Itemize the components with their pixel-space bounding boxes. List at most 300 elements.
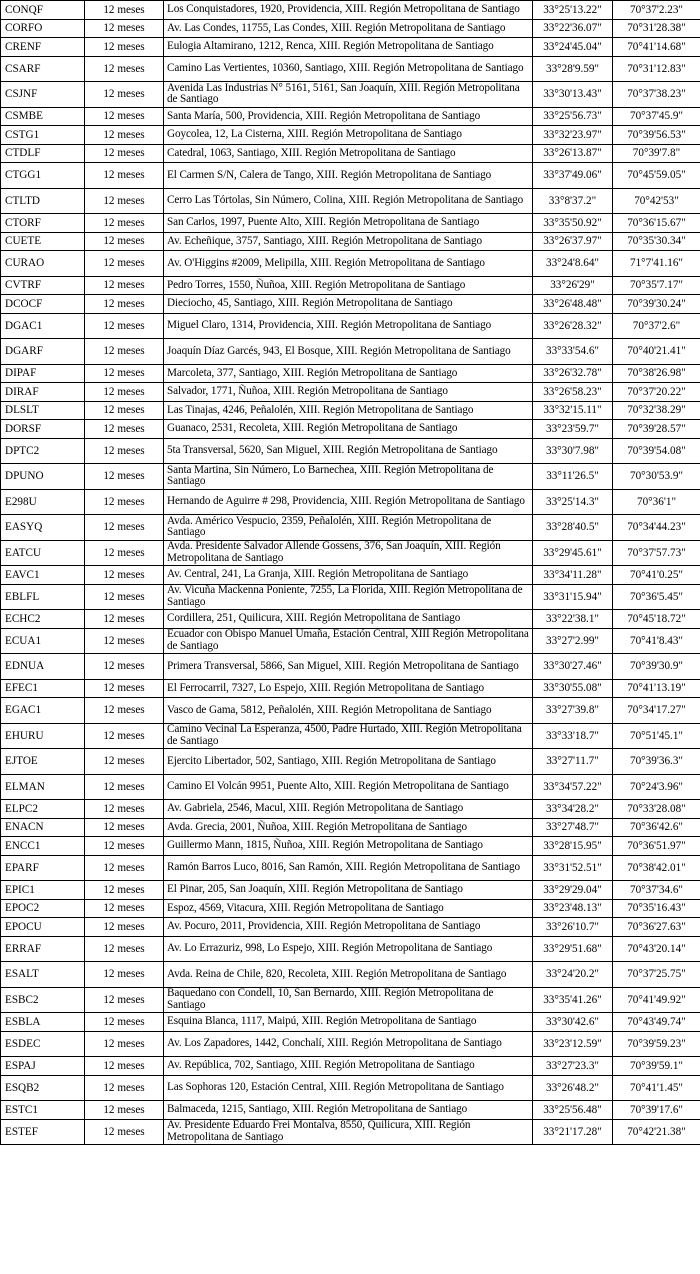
period-cell: 12 meses: [85, 232, 164, 251]
longitude-cell: 70°39'59.23": [613, 1031, 700, 1057]
table-row: [1, 364, 700, 383]
latitude-cell: 33°23'48.13": [533, 899, 613, 918]
address-cell: Avda. Reina de Chile, 820, Recoleta, XIII. Región Metropolitana de Santiago: [164, 962, 533, 988]
latitude-cell: 33°30'7.98": [533, 438, 613, 464]
period-cell: 12 meses: [85, 163, 164, 189]
longitude-cell: 70°32'38.29": [613, 401, 700, 420]
longitude-cell: 70°38'26.98": [613, 364, 700, 383]
table-row: [1, 401, 700, 420]
station-code: ESBLA: [1, 1013, 85, 1032]
period-cell: 12 meses: [85, 401, 164, 420]
station-code: ELPC2: [1, 800, 85, 819]
period-cell: 12 meses: [85, 188, 164, 214]
latitude-cell: 33°30'13.43": [533, 82, 613, 108]
address-cell: Camino Las Vertientes, 10360, Santiago, XIII. Región Metropolitana de Santiago: [164, 56, 533, 82]
period-cell: 12 meses: [85, 654, 164, 680]
address-cell: San Carlos, 1997, Puente Alto, XIII. Región Metropolitana de Santiago: [164, 214, 533, 233]
longitude-cell: 70°39'17.6": [613, 1101, 700, 1120]
address-cell: Espoz, 4569, Vitacura, XIII. Región Metropolitana de Santiago: [164, 899, 533, 918]
longitude-cell: 71°7'41.16": [613, 251, 700, 277]
period-cell: 12 meses: [85, 774, 164, 800]
table-row: [1, 438, 700, 464]
station-code: DIPAF: [1, 364, 85, 383]
longitude-cell: 70°40'21.41": [613, 339, 700, 365]
table-row: [1, 107, 700, 126]
latitude-cell: 33°27'39.8": [533, 698, 613, 724]
address-cell: 5ta Transversal, 5620, San Miguel, XIII. Región Metropolitana de Santiago: [164, 438, 533, 464]
period-cell: 12 meses: [85, 38, 164, 57]
address-cell: El Carmen S/N, Calera de Tango, XIII. Región Metropolitana de Santiago: [164, 163, 533, 189]
table-row: [1, 126, 700, 145]
table-row: [1, 82, 700, 108]
table-row: [1, 584, 700, 610]
period-cell: 12 meses: [85, 1013, 164, 1032]
period-cell: 12 meses: [85, 987, 164, 1013]
table-row: [1, 774, 700, 800]
address-cell: Av. Vicuña Mackenna Poniente, 7255, La Florida, XIII. Región Metropolitana de Santiago: [164, 584, 533, 610]
address-cell: Salvador, 1771, Ñuñoa, XIII. Región Metropolitana de Santiago: [164, 383, 533, 402]
latitude-cell: 33°27'11.7": [533, 749, 613, 775]
period-cell: 12 meses: [85, 515, 164, 541]
latitude-cell: 33°25'56.73": [533, 107, 613, 126]
station-code: EPOCU: [1, 918, 85, 937]
table-row: [1, 1013, 700, 1032]
latitude-cell: 33°30'27.46": [533, 654, 613, 680]
period-cell: 12 meses: [85, 420, 164, 439]
station-code: CSJNF: [1, 82, 85, 108]
latitude-cell: 33°22'38.1": [533, 610, 613, 629]
table-row: [1, 723, 700, 749]
station-code: DPUNO: [1, 464, 85, 490]
station-code: ECUA1: [1, 628, 85, 654]
period-cell: 12 meses: [85, 364, 164, 383]
address-cell: Av. Los Zapadores, 1442, Conchalí, XIII. Región Metropolitana de Santiago: [164, 1031, 533, 1057]
station-code: ESPAJ: [1, 1057, 85, 1076]
station-code: CSTG1: [1, 126, 85, 145]
longitude-cell: 70°37'20.22": [613, 383, 700, 402]
address-cell: Los Conquistadores, 1920, Providencia, XIII. Región Metropolitana de Santiago: [164, 1, 533, 20]
address-cell: Marcoleta, 377, Santiago, XIII. Región Metropolitana de Santiago: [164, 364, 533, 383]
address-cell: Guanaco, 2531, Recoleta, XIII. Región Metropolitana de Santiago: [164, 420, 533, 439]
longitude-cell: 70°36'1": [613, 489, 700, 515]
longitude-cell: 70°34'17.27": [613, 698, 700, 724]
address-cell: Esquina Blanca, 1117, Maipú, XIII. Región Metropolitana de Santiago: [164, 1013, 533, 1032]
table-row: [1, 1101, 700, 1120]
longitude-cell: 70°35'16.43": [613, 899, 700, 918]
latitude-cell: 33°26'10.7": [533, 918, 613, 937]
longitude-cell: 70°37'25.75": [613, 962, 700, 988]
longitude-cell: 70°38'42.01": [613, 855, 700, 881]
table-row: [1, 818, 700, 837]
latitude-cell: 33°29'29.04": [533, 881, 613, 900]
station-code: ESALT: [1, 962, 85, 988]
station-code: DGAC1: [1, 313, 85, 339]
period-cell: 12 meses: [85, 962, 164, 988]
table-row: [1, 540, 700, 566]
address-cell: Av. Gabriela, 2546, Macul, XIII. Región Metropolitana de Santiago: [164, 800, 533, 819]
longitude-cell: 70°43'20.14": [613, 936, 700, 962]
period-cell: 12 meses: [85, 19, 164, 38]
address-cell: Goycolea, 12, La Cisterna, XIII. Región Metropolitana de Santiago: [164, 126, 533, 145]
address-cell: Miguel Claro, 1314, Providencia, XIII. Región Metropolitana de Santiago: [164, 313, 533, 339]
station-code: EHURU: [1, 723, 85, 749]
station-code: EASYQ: [1, 515, 85, 541]
table-row: [1, 855, 700, 881]
table-row: [1, 962, 700, 988]
longitude-cell: 70°39'56.53": [613, 126, 700, 145]
latitude-cell: 33°30'42.6": [533, 1013, 613, 1032]
table-row: [1, 881, 700, 900]
latitude-cell: 33°22'36.07": [533, 19, 613, 38]
table-row: [1, 56, 700, 82]
period-cell: 12 meses: [85, 126, 164, 145]
station-code: CSMBE: [1, 107, 85, 126]
period-cell: 12 meses: [85, 855, 164, 881]
longitude-cell: 70°39'28.57": [613, 420, 700, 439]
address-cell: Cerro Las Tórtolas, Sin Número, Colina, XIII. Región Metropolitana de Santiago: [164, 188, 533, 214]
longitude-cell: 70°39'54.08": [613, 438, 700, 464]
table-row: [1, 800, 700, 819]
address-cell: El Ferrocarril, 7327, Lo Espejo, XIII. Región Metropolitana de Santiago: [164, 679, 533, 698]
longitude-cell: 70°31'12.83": [613, 56, 700, 82]
period-cell: 12 meses: [85, 383, 164, 402]
table-row: [1, 163, 700, 189]
address-cell: Eulogia Altamirano, 1212, Renca, XIII. Región Metropolitana de Santiago: [164, 38, 533, 57]
latitude-cell: 33°34'28.2": [533, 800, 613, 819]
period-cell: 12 meses: [85, 540, 164, 566]
latitude-cell: 33°35'50.92": [533, 214, 613, 233]
address-cell: Las Sophoras 120, Estación Central, XIII. Región Metropolitana de Santiago: [164, 1075, 533, 1101]
longitude-cell: 70°45'59.05": [613, 163, 700, 189]
station-code: EBLFL: [1, 584, 85, 610]
period-cell: 12 meses: [85, 881, 164, 900]
longitude-cell: 70°39'36.3": [613, 749, 700, 775]
table-row: [1, 918, 700, 937]
period-cell: 12 meses: [85, 936, 164, 962]
station-code: CONQF: [1, 1, 85, 20]
latitude-cell: 33°25'13.22": [533, 1, 613, 20]
station-code: ESBC2: [1, 987, 85, 1013]
station-code: ECHC2: [1, 610, 85, 629]
longitude-cell: 70°41'49.92": [613, 987, 700, 1013]
station-code: CTDLF: [1, 144, 85, 163]
table-row: [1, 232, 700, 251]
table-row: [1, 698, 700, 724]
latitude-cell: 33°32'15.11": [533, 401, 613, 420]
period-cell: 12 meses: [85, 276, 164, 295]
latitude-cell: 33°8'37.2": [533, 188, 613, 214]
latitude-cell: 33°24'20.2": [533, 962, 613, 988]
address-cell: Av. Lo Errazuriz, 998, Lo Espejo, XIII. Región Metropolitana de Santiago: [164, 936, 533, 962]
longitude-cell: 70°36'51.97": [613, 837, 700, 856]
latitude-cell: 33°26'58.23": [533, 383, 613, 402]
period-cell: 12 meses: [85, 1101, 164, 1120]
station-code: ESTC1: [1, 1101, 85, 1120]
address-cell: Baquedano con Condell, 10, San Bernardo, XIII. Región Metropolitana de Santiago: [164, 987, 533, 1013]
longitude-cell: 70°39'59.1": [613, 1057, 700, 1076]
latitude-cell: 33°23'59.7": [533, 420, 613, 439]
period-cell: 12 meses: [85, 899, 164, 918]
address-cell: Av. Las Condes, 11755, Las Condes, XIII. Región Metropolitana de Santiago: [164, 19, 533, 38]
station-code: DLSLT: [1, 401, 85, 420]
latitude-cell: 33°30'55.08": [533, 679, 613, 698]
period-cell: 12 meses: [85, 698, 164, 724]
longitude-cell: 70°37'34.6": [613, 881, 700, 900]
latitude-cell: 33°25'56.48": [533, 1101, 613, 1120]
table-row: [1, 749, 700, 775]
latitude-cell: 33°29'51.68": [533, 936, 613, 962]
period-cell: 12 meses: [85, 251, 164, 277]
table-row: [1, 383, 700, 402]
period-cell: 12 meses: [85, 214, 164, 233]
address-cell: Avda. Américo Vespucio, 2359, Peñalolén, XIII. Región Metropolitana de Santiago: [164, 515, 533, 541]
station-code: DORSF: [1, 420, 85, 439]
station-code: ESDEC: [1, 1031, 85, 1057]
period-cell: 12 meses: [85, 610, 164, 629]
address-cell: Joaquín Díaz Garcés, 943, El Bosque, XIII. Región Metropolitana de Santiago: [164, 339, 533, 365]
table-row: [1, 214, 700, 233]
longitude-cell: 70°36'42.6": [613, 818, 700, 837]
table-row: [1, 38, 700, 57]
latitude-cell: 33°29'45.61": [533, 540, 613, 566]
latitude-cell: 33°34'57.22": [533, 774, 613, 800]
longitude-cell: 70°41'1.45": [613, 1075, 700, 1101]
longitude-cell: 70°37'2.23": [613, 1, 700, 20]
longitude-cell: 70°41'0.25": [613, 566, 700, 585]
period-cell: 12 meses: [85, 295, 164, 314]
latitude-cell: 33°35'41.26": [533, 987, 613, 1013]
table-row: [1, 464, 700, 490]
longitude-cell: 70°36'27.63": [613, 918, 700, 937]
address-cell: Ramón Barros Luco, 8016, San Ramón, XIII. Región Metropolitana de Santiago: [164, 855, 533, 881]
station-code: EFEC1: [1, 679, 85, 698]
period-cell: 12 meses: [85, 1075, 164, 1101]
latitude-cell: 33°32'23.97": [533, 126, 613, 145]
table-row: [1, 188, 700, 214]
address-cell: Av. Central, 241, La Granja, XIII. Región Metropolitana de Santiago: [164, 566, 533, 585]
address-cell: Dieciocho, 45, Santiago, XIII. Región Metropolitana de Santiago: [164, 295, 533, 314]
latitude-cell: 33°28'9.59": [533, 56, 613, 82]
longitude-cell: 70°37'2.6": [613, 313, 700, 339]
table-row: [1, 1119, 700, 1145]
period-cell: 12 meses: [85, 82, 164, 108]
longitude-cell: 70°37'38.23": [613, 82, 700, 108]
station-code: EJTOE: [1, 749, 85, 775]
period-cell: 12 meses: [85, 107, 164, 126]
longitude-cell: 70°41'14.68": [613, 38, 700, 57]
station-code: ENACN: [1, 818, 85, 837]
latitude-cell: 33°31'15.94": [533, 584, 613, 610]
station-code: CUETE: [1, 232, 85, 251]
table-row: [1, 1075, 700, 1101]
station-code: ERRAF: [1, 936, 85, 962]
address-cell: Avda. Presidente Salvador Allende Gossens, 376, San Joaquín, XIII. Región Metropolitana de Santiago: [164, 540, 533, 566]
table-row: [1, 276, 700, 295]
period-cell: 12 meses: [85, 313, 164, 339]
address-cell: Catedral, 1063, Santiago, XIII. Región Metropolitana de Santiago: [164, 144, 533, 163]
period-cell: 12 meses: [85, 679, 164, 698]
latitude-cell: 33°27'2.99": [533, 628, 613, 654]
latitude-cell: 33°26'48.48": [533, 295, 613, 314]
address-cell: Primera Transversal, 5866, San Miguel, XIII. Región Metropolitana de Santiago: [164, 654, 533, 680]
longitude-cell: 70°42'53": [613, 188, 700, 214]
table-row: [1, 837, 700, 856]
longitude-cell: 70°39'30.24": [613, 295, 700, 314]
table-row: [1, 313, 700, 339]
address-cell: Ejercito Libertador, 502, Santiago, XIII. Región Metropolitana de Santiago: [164, 749, 533, 775]
longitude-cell: 70°35'7.17": [613, 276, 700, 295]
longitude-cell: 70°41'8.43": [613, 628, 700, 654]
station-code: EATCU: [1, 540, 85, 566]
station-code: DCOCF: [1, 295, 85, 314]
address-cell: Balmaceda, 1215, Santiago, XIII. Región Metropolitana de Santiago: [164, 1101, 533, 1120]
address-cell: Vasco de Gama, 5812, Peñalolén, XIII. Región Metropolitana de Santiago: [164, 698, 533, 724]
address-cell: Avda. Grecia, 2001, Ñuñoa, XIII. Región Metropolitana de Santiago: [164, 818, 533, 837]
address-cell: Hernando de Aguirre # 298, Providencia, XIII. Región Metropolitana de Santiago: [164, 489, 533, 515]
longitude-cell: 70°39'30.9": [613, 654, 700, 680]
longitude-cell: 70°33'28.08": [613, 800, 700, 819]
latitude-cell: 33°26'29": [533, 276, 613, 295]
period-cell: 12 meses: [85, 464, 164, 490]
station-code: EPARF: [1, 855, 85, 881]
station-code: CVTRF: [1, 276, 85, 295]
longitude-cell: 70°35'30.34": [613, 232, 700, 251]
stations-table-body: [1, 1, 700, 1145]
period-cell: 12 meses: [85, 800, 164, 819]
latitude-cell: 33°23'12.59": [533, 1031, 613, 1057]
latitude-cell: 33°26'13.87": [533, 144, 613, 163]
address-cell: Santa María, 500, Providencia, XIII. Región Metropolitana de Santiago: [164, 107, 533, 126]
table-row: [1, 987, 700, 1013]
station-code: CTLTD: [1, 188, 85, 214]
address-cell: Cordillera, 251, Quilicura, XIII. Región Metropolitana de Santiago: [164, 610, 533, 629]
address-cell: Santa Martina, Sin Número, Lo Barnechea, XIII. Región Metropolitana de Santiago: [164, 464, 533, 490]
longitude-cell: 70°36'15.67": [613, 214, 700, 233]
longitude-cell: 70°37'57.73": [613, 540, 700, 566]
latitude-cell: 33°28'15.95": [533, 837, 613, 856]
station-code: ENCC1: [1, 837, 85, 856]
period-cell: 12 meses: [85, 1057, 164, 1076]
address-cell: Guillermo Mann, 1815, Ñuñoa, XIII. Región Metropolitana de Santiago: [164, 837, 533, 856]
latitude-cell: 33°33'54.6": [533, 339, 613, 365]
table-row: [1, 679, 700, 698]
latitude-cell: 33°28'40.5": [533, 515, 613, 541]
latitude-cell: 33°24'8.64": [533, 251, 613, 277]
longitude-cell: 70°39'7.8": [613, 144, 700, 163]
table-row: [1, 251, 700, 277]
latitude-cell: 33°31'52.51": [533, 855, 613, 881]
address-cell: Ecuador con Obispo Manuel Umaña, Estación Central, XIII Región Metropolitana de Santiago: [164, 628, 533, 654]
period-cell: 12 meses: [85, 1, 164, 20]
longitude-cell: 70°34'44.23": [613, 515, 700, 541]
address-cell: Av. O'Higgins #2009, Melipilla, XIII. Región Metropolitana de Santiago: [164, 251, 533, 277]
longitude-cell: 70°30'53.9": [613, 464, 700, 490]
table-row: [1, 144, 700, 163]
address-cell: El Pinar, 205, San Joaquín, XIII. Región Metropolitana de Santiago: [164, 881, 533, 900]
station-code: ESQB2: [1, 1075, 85, 1101]
latitude-cell: 33°21'17.28": [533, 1119, 613, 1145]
period-cell: 12 meses: [85, 56, 164, 82]
station-code: ELMAN: [1, 774, 85, 800]
latitude-cell: 33°24'45.04": [533, 38, 613, 57]
station-code: CRENF: [1, 38, 85, 57]
address-cell: Av. Presidente Eduardo Frei Montalva, 8550, Quilicura, XIII. Región Metropolitana de Santiago: [164, 1119, 533, 1145]
table-row: [1, 899, 700, 918]
table-row: [1, 628, 700, 654]
latitude-cell: 33°27'48.7": [533, 818, 613, 837]
table-row: [1, 339, 700, 365]
table-row: [1, 489, 700, 515]
table-row: [1, 566, 700, 585]
longitude-cell: 70°24'3.96": [613, 774, 700, 800]
period-cell: 12 meses: [85, 1031, 164, 1057]
address-cell: Pedro Torres, 1550, Ñuñoa, XIII. Región Metropolitana de Santiago: [164, 276, 533, 295]
station-code: DPTC2: [1, 438, 85, 464]
period-cell: 12 meses: [85, 723, 164, 749]
table-row: [1, 1031, 700, 1057]
latitude-cell: 33°26'48.2": [533, 1075, 613, 1101]
table-row: [1, 1057, 700, 1076]
station-code: ESTEF: [1, 1119, 85, 1145]
table-row: [1, 936, 700, 962]
address-cell: Las Tinajas, 4246, Peñalolén, XIII. Región Metropolitana de Santiago: [164, 401, 533, 420]
period-cell: 12 meses: [85, 628, 164, 654]
address-cell: Avenida Las Industrias N° 5161, 5161, San Joaquín, XIII. Región Metropolitana de Santiago: [164, 82, 533, 108]
table-row: [1, 420, 700, 439]
longitude-cell: 70°36'5.45": [613, 584, 700, 610]
station-code: DGARF: [1, 339, 85, 365]
station-code: CORFO: [1, 19, 85, 38]
station-code: DIRAF: [1, 383, 85, 402]
longitude-cell: 70°43'49.74": [613, 1013, 700, 1032]
period-cell: 12 meses: [85, 438, 164, 464]
latitude-cell: 33°25'14.3": [533, 489, 613, 515]
table-row: [1, 654, 700, 680]
address-cell: Camino Vecinal La Esperanza, 4500, Padre Hurtado, XIII. Región Metropolitana de Santiago: [164, 723, 533, 749]
longitude-cell: 70°31'28.38": [613, 19, 700, 38]
address-cell: Camino El Volcán 9951, Puente Alto, XIII. Región Metropolitana de Santiago: [164, 774, 533, 800]
latitude-cell: 33°27'23.3": [533, 1057, 613, 1076]
table-row: [1, 19, 700, 38]
table-row: [1, 610, 700, 629]
station-code: EPOC2: [1, 899, 85, 918]
table-row: [1, 515, 700, 541]
latitude-cell: 33°33'18.7": [533, 723, 613, 749]
longitude-cell: 70°45'18.72": [613, 610, 700, 629]
latitude-cell: 33°26'37.97": [533, 232, 613, 251]
address-cell: Av. Echeñique, 3757, Santiago, XIII. Región Metropolitana de Santiago: [164, 232, 533, 251]
station-code: EAVC1: [1, 566, 85, 585]
latitude-cell: 33°11'26.5": [533, 464, 613, 490]
latitude-cell: 33°34'11.28": [533, 566, 613, 585]
longitude-cell: 70°41'13.19": [613, 679, 700, 698]
period-cell: 12 meses: [85, 749, 164, 775]
station-code: EDNUA: [1, 654, 85, 680]
station-code: CURAO: [1, 251, 85, 277]
station-code: E298U: [1, 489, 85, 515]
latitude-cell: 33°26'28.32": [533, 313, 613, 339]
station-code: CTORF: [1, 214, 85, 233]
period-cell: 12 meses: [85, 144, 164, 163]
period-cell: 12 meses: [85, 918, 164, 937]
station-code: EPIC1: [1, 881, 85, 900]
period-cell: 12 meses: [85, 584, 164, 610]
latitude-cell: 33°26'32.78": [533, 364, 613, 383]
period-cell: 12 meses: [85, 489, 164, 515]
table-row: [1, 295, 700, 314]
station-code: CTGG1: [1, 163, 85, 189]
station-code: CSARF: [1, 56, 85, 82]
